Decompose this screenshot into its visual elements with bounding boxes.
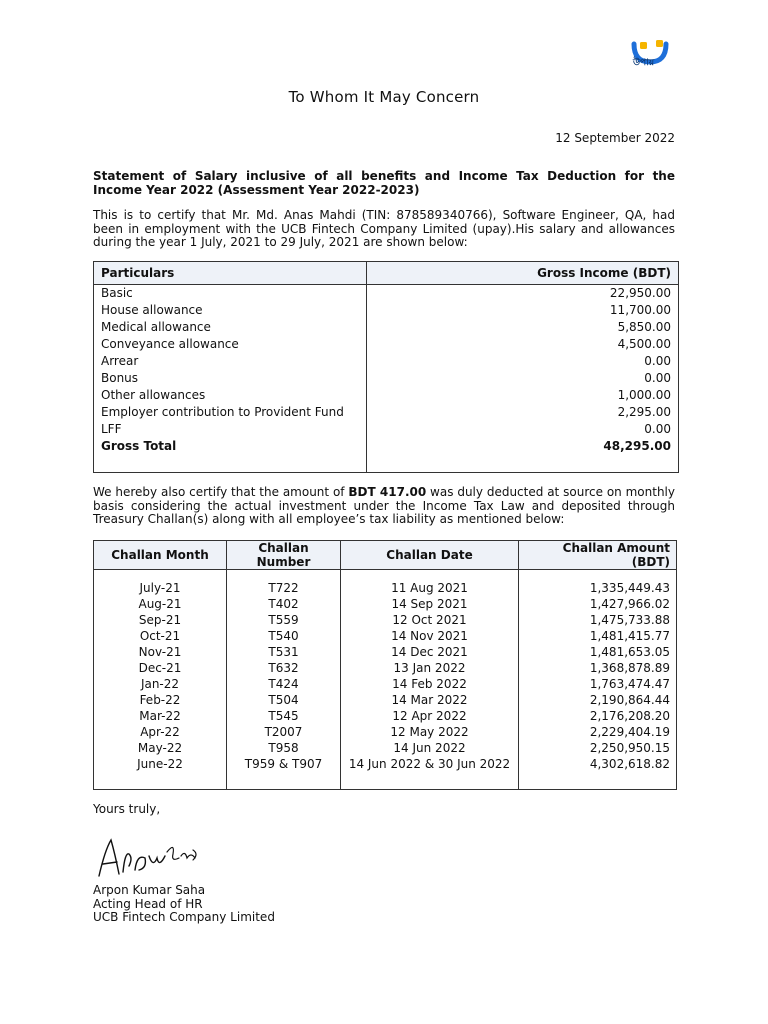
challan-date: 12 May 2022 bbox=[341, 724, 519, 740]
table-row bbox=[94, 285, 679, 303]
row-label: Basic bbox=[94, 285, 367, 303]
statement-heading: Statement of Salary inclusive of all benefits and Income Tax Deduction for the Income Year 2022 (Assessment Year 2022-2023) bbox=[93, 169, 675, 197]
closing-text: Yours truly, bbox=[93, 802, 161, 816]
row-label: Medical allowance bbox=[94, 319, 367, 336]
challan-amount: 2,176,208.20 bbox=[519, 708, 677, 724]
table-row bbox=[94, 353, 679, 370]
challan-month: June-22 bbox=[94, 756, 227, 772]
table-row bbox=[94, 404, 679, 421]
challan-month-header: Challan Month bbox=[94, 541, 227, 570]
gross-total-row bbox=[94, 438, 679, 455]
challan-date: 14 Jun 2022 bbox=[341, 740, 519, 756]
challan-date: 14 Mar 2022 bbox=[341, 692, 519, 708]
certify-text-2: was duly deducted at source on monthly basis considering the actual investment under the Income Tax Law and deposited through Treasury Challan(s) along with all employee’s tax liability as mentioned below: bbox=[93, 485, 675, 526]
gross-total-value: 48,295.00 bbox=[367, 438, 679, 455]
table-row bbox=[94, 421, 679, 438]
row-value: 1,000.00 bbox=[367, 387, 679, 404]
challan-month: Feb-22 bbox=[94, 692, 227, 708]
signer-title: Acting Head of HR bbox=[93, 896, 203, 911]
row-value: 2,295.00 bbox=[367, 404, 679, 421]
table-row bbox=[94, 660, 677, 676]
table-row bbox=[94, 370, 679, 387]
letter-date: 12 September 2022 bbox=[555, 131, 675, 145]
row-value: 0.00 bbox=[367, 353, 679, 370]
row-value: 0.00 bbox=[367, 370, 679, 387]
challan-date: 14 Feb 2022 bbox=[341, 676, 519, 692]
challan-month: Sep-21 bbox=[94, 612, 227, 628]
challan-number: T531 bbox=[227, 644, 341, 660]
challan-amount: 2,229,404.19 bbox=[519, 724, 677, 740]
row-value: 4,500.00 bbox=[367, 336, 679, 353]
challan-date: 11 Aug 2021 bbox=[341, 580, 519, 596]
challan-month: Mar-22 bbox=[94, 708, 227, 724]
signer-name: Arpon Kumar Saha bbox=[93, 883, 206, 897]
challan-date: 14 Nov 2021 bbox=[341, 628, 519, 644]
table-row bbox=[94, 740, 677, 756]
challan-month: Nov-21 bbox=[94, 644, 227, 660]
challan-amount: 1,763,474.47 bbox=[519, 676, 677, 692]
challan-number: T632 bbox=[227, 660, 341, 676]
row-label: Arrear bbox=[94, 353, 367, 370]
gross-total-label: Gross Total bbox=[94, 438, 367, 455]
page-title: To Whom It May Concern bbox=[288, 88, 480, 106]
challan-amount: 1,481,653.05 bbox=[519, 644, 677, 660]
challan-number: T402 bbox=[227, 596, 341, 612]
table-row bbox=[94, 612, 677, 628]
row-value: 11,700.00 bbox=[367, 302, 679, 319]
challan-table bbox=[93, 540, 677, 790]
row-label: Employer contribution to Provident Fund bbox=[94, 404, 367, 421]
challan-amount: 1,368,878.89 bbox=[519, 660, 677, 676]
particulars-header: Particulars bbox=[94, 262, 367, 285]
challan-date: 14 Dec 2021 bbox=[341, 644, 519, 660]
challan-date: 12 Apr 2022 bbox=[341, 708, 519, 724]
challan-amount: 1,427,966.02 bbox=[519, 596, 677, 612]
spacer-row bbox=[94, 570, 677, 581]
table-row bbox=[94, 319, 679, 336]
challan-number: T545 bbox=[227, 708, 341, 724]
table-row bbox=[94, 756, 677, 772]
challan-number: T559 bbox=[227, 612, 341, 628]
row-value: 22,950.00 bbox=[367, 285, 679, 303]
challan-number: T2007 bbox=[227, 724, 341, 740]
challan-number: T958 bbox=[227, 740, 341, 756]
table-row bbox=[94, 724, 677, 740]
table-row bbox=[94, 580, 677, 596]
challan-month: July-21 bbox=[94, 580, 227, 596]
challan-number: T540 bbox=[227, 628, 341, 644]
challan-number: T722 bbox=[227, 580, 341, 596]
challan-date-header: Challan Date bbox=[341, 541, 519, 570]
row-label: LFF bbox=[94, 421, 367, 438]
certify-paragraph bbox=[93, 486, 675, 527]
table-row bbox=[94, 302, 679, 319]
challan-month: Jan-22 bbox=[94, 676, 227, 692]
certify-text-1: We hereby also certify that the amount of bbox=[93, 485, 349, 499]
challan-amount: 1,475,733.88 bbox=[519, 612, 677, 628]
challan-number: T504 bbox=[227, 692, 341, 708]
table-row bbox=[94, 708, 677, 724]
table-row bbox=[94, 676, 677, 692]
table-row bbox=[94, 628, 677, 644]
challan-number-header: Challan Number bbox=[227, 541, 341, 570]
row-label: House allowance bbox=[94, 302, 367, 319]
row-value: 5,850.00 bbox=[367, 319, 679, 336]
table-row bbox=[94, 387, 679, 404]
signer-block bbox=[93, 884, 275, 925]
challan-table-header bbox=[94, 541, 677, 570]
table-row bbox=[94, 336, 679, 353]
challan-month: Oct-21 bbox=[94, 628, 227, 644]
handwritten-signature bbox=[95, 832, 205, 882]
row-label: Conveyance allowance bbox=[94, 336, 367, 353]
table-filler-row bbox=[94, 455, 679, 473]
salary-table bbox=[93, 261, 679, 473]
signer-company: UCB Fintech Company Limited bbox=[93, 910, 275, 924]
table-row bbox=[94, 692, 677, 708]
challan-amount: 1,335,449.43 bbox=[519, 580, 677, 596]
table-filler-row bbox=[94, 772, 677, 790]
salary-table-header bbox=[94, 262, 679, 285]
deducted-amount: BDT 417.00 bbox=[348, 485, 427, 499]
challan-month: May-22 bbox=[94, 740, 227, 756]
challan-number: T959 & T907 bbox=[227, 756, 341, 772]
challan-date: 14 Sep 2021 bbox=[341, 596, 519, 612]
gross-income-header: Gross Income (BDT) bbox=[367, 262, 679, 285]
challan-date: 12 Oct 2021 bbox=[341, 612, 519, 628]
challan-date: 13 Jan 2022 bbox=[341, 660, 519, 676]
logo-brand-text: উপায় bbox=[633, 58, 655, 68]
challan-amount: 2,250,950.15 bbox=[519, 740, 677, 756]
intro-paragraph: This is to certify that Mr. Md. Anas Mahdi (TIN: 878589340766), Software Engineer, QA, had been in employment with the UCB Fintech Company Limited (upay).His salary and allowances during the year 1 July, 2021 to 29 July, 2021 are shown below: bbox=[93, 208, 675, 249]
challan-amount-header: Challan Amount (BDT) bbox=[519, 541, 677, 570]
challan-amount: 1,481,415.77 bbox=[519, 628, 677, 644]
challan-month: Aug-21 bbox=[94, 596, 227, 612]
challan-month: Dec-21 bbox=[94, 660, 227, 676]
row-label: Bonus bbox=[94, 370, 367, 387]
challan-number: T424 bbox=[227, 676, 341, 692]
challan-month: Apr-22 bbox=[94, 724, 227, 740]
table-row bbox=[94, 644, 677, 660]
challan-date: 14 Jun 2022 & 30 Jun 2022 bbox=[341, 756, 519, 772]
table-row bbox=[94, 596, 677, 612]
row-label: Other allowances bbox=[94, 387, 367, 404]
challan-amount: 2,190,864.44 bbox=[519, 692, 677, 708]
challan-amount: 4,302,618.82 bbox=[519, 756, 677, 772]
row-value: 0.00 bbox=[367, 421, 679, 438]
